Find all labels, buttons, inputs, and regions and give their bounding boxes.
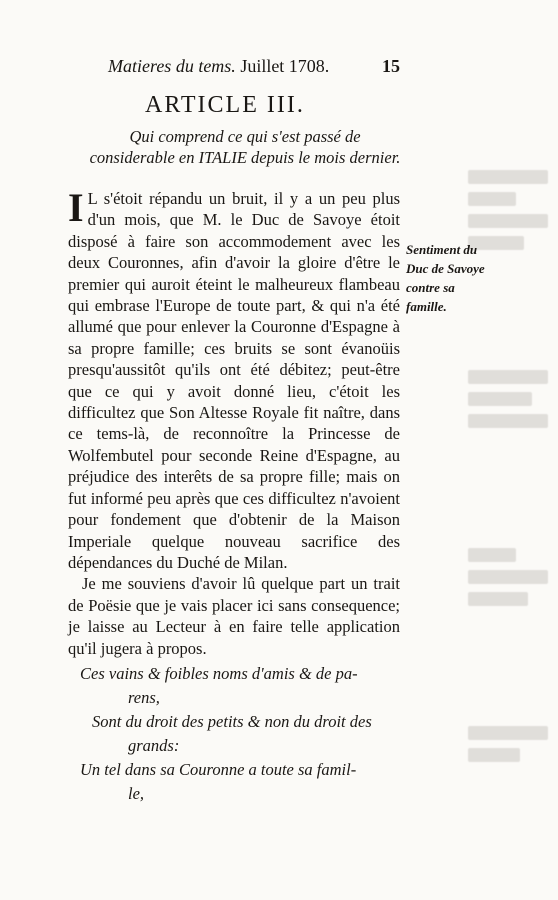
article-subtitle: Qui comprend ce qui s'est passé de considerable en ITALIE depuis le mois dernier.: [89, 127, 401, 167]
drop-capital: I: [68, 185, 84, 230]
paragraph-2: Je me souviens d'avoir lû quelque part un trait de Poësie que je vais placer ici sans consequence; je laisse au Lecteur à en faire telle application qu'il jugera à propos.: [68, 574, 400, 658]
running-head: Matieres du tems.: [108, 56, 236, 76]
verse-line: Sont du droit des petits & non du droit des: [92, 712, 372, 731]
verse-line: rens,: [128, 688, 160, 707]
verse-block: [80, 662, 400, 806]
article-title: ARTICLE III.: [145, 92, 305, 118]
paragraph-1: [68, 185, 400, 573]
margin-note: Sentiment du Duc de Savoye contre sa famille.: [406, 242, 485, 314]
verse-line: Un tel dans sa Couronne a toute sa famil-: [80, 760, 357, 779]
header-date: Juillet 1708.: [240, 56, 330, 76]
page-number: 15: [382, 56, 400, 76]
verse-line: le,: [128, 784, 145, 803]
paragraph-1-text: L s'étoit répandu un bruit, il y a un peu plus d'un mois, que M. le Duc de Savoye étoit disposé à faire son accommodement avec les deux Couronnes, afin d'avoir la gloire d'être le premier qui auroit éteint le malheureux flambeau qui embrase l'Europe de toute part, & qui n'a été allumé que pour enlever la Couronne d'Espagne à sa propre famille; ces bruits se sont évanoüis presqu'aussitôt qu'ils ont été débitez; peut-être que ce qui y avoit donné lieu, c'étoit les difficultez que Son Altesse Royale fit naître, dans ce tems-là, de reconnoître la Princesse de Wolfembutel pour seconde Reine d'Espagne, au préjudice des interêts de sa propre fille; mais on fut informé peu après que ces difficultez n'avoient pour fondement que d'obtenir de la Maison Imperiale quelque nouveau sacrifice des dépendances du Duché de Milan.: [68, 189, 400, 572]
verse-line: grands:: [128, 736, 180, 755]
article-body: [68, 185, 400, 659]
running-header: [108, 54, 408, 78]
verse-line: Ces vains & foibles noms d'amis & de pa-: [80, 664, 358, 683]
